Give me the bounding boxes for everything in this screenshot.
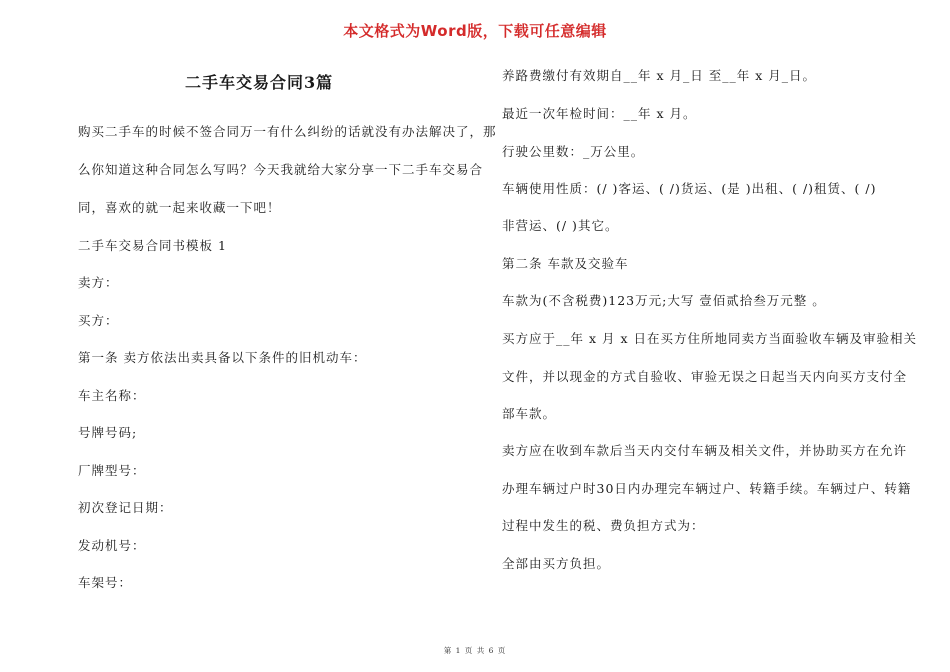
paragraph-line: 过程中发生的税、费负担方式为：: [502, 518, 705, 533]
paragraph-line: 部车款。: [502, 406, 557, 421]
article-one: 第一条 卖方依法出卖具备以下条件的旧机动车：: [78, 350, 367, 365]
registration-date-field: 初次登记日期：: [78, 500, 173, 515]
article-two-heading: 第二条 车款及交验车: [502, 256, 629, 271]
paragraph-line: 购买二手车的时候不签合同万一有什么纠纷的话就没有办法解决了，那: [78, 124, 497, 139]
plate-number-field: 号牌号码;: [78, 425, 138, 440]
paragraph-line: 文件，并以现金的方式自验收、审验无误之日起当天内向买方支付全: [502, 369, 908, 384]
paragraph-line: 么你知道这种合同怎么写吗？今天我就给大家分享一下二手车交易合: [78, 162, 484, 177]
section-heading: 二手车交易合同书模板 1: [78, 238, 227, 253]
format-banner: 本文格式为Word版，下载可任意编辑: [343, 22, 607, 40]
seller-field: 卖方：: [78, 275, 119, 290]
paragraph-line: 非营运、(/ )其它。: [502, 218, 619, 233]
paragraph-line: 车款为(不含税费)123万元;大写 壹佰贰拾叁万元整 。: [502, 293, 826, 308]
paragraph-line: 养路费缴付有效期自__年 x 月_日 至__年 x 月_日。: [502, 68, 816, 83]
paragraph-line: 全部由买方负担。: [502, 556, 611, 571]
paragraph-line: 卖方应在收到车款后当天内交付车辆及相关文件，并协助买方在允许: [502, 443, 908, 458]
buyer-field: 买方：: [78, 313, 119, 328]
document-title: 二手车交易合同3篇: [185, 73, 334, 92]
frame-number-field: 车架号：: [78, 575, 133, 590]
paragraph-line: 办理车辆过户时30日内办理完车辆过户、转籍手续。车辆过户、转籍: [502, 481, 912, 496]
paragraph-line: 行驶公里数：_万公里。: [502, 144, 645, 159]
owner-name-field: 车主名称：: [78, 388, 146, 403]
paragraph-line: 最近一次年检时间：__年 x 月。: [502, 106, 697, 121]
page-number: 第 1 页 共 6 页: [443, 646, 507, 655]
paragraph-line: 买方应于__年 x 月 x 日在买方住所地同卖方当面验收车辆及审验相关: [502, 331, 917, 346]
paragraph-line: 车辆使用性质：(/ )客运、( /)货运、(是 )出租、( /)租赁、( /): [502, 181, 877, 196]
engine-number-field: 发动机号：: [78, 538, 146, 553]
model-field: 厂牌型号：: [78, 463, 146, 478]
paragraph-line: 同，喜欢的就一起来收藏一下吧！: [78, 200, 281, 215]
